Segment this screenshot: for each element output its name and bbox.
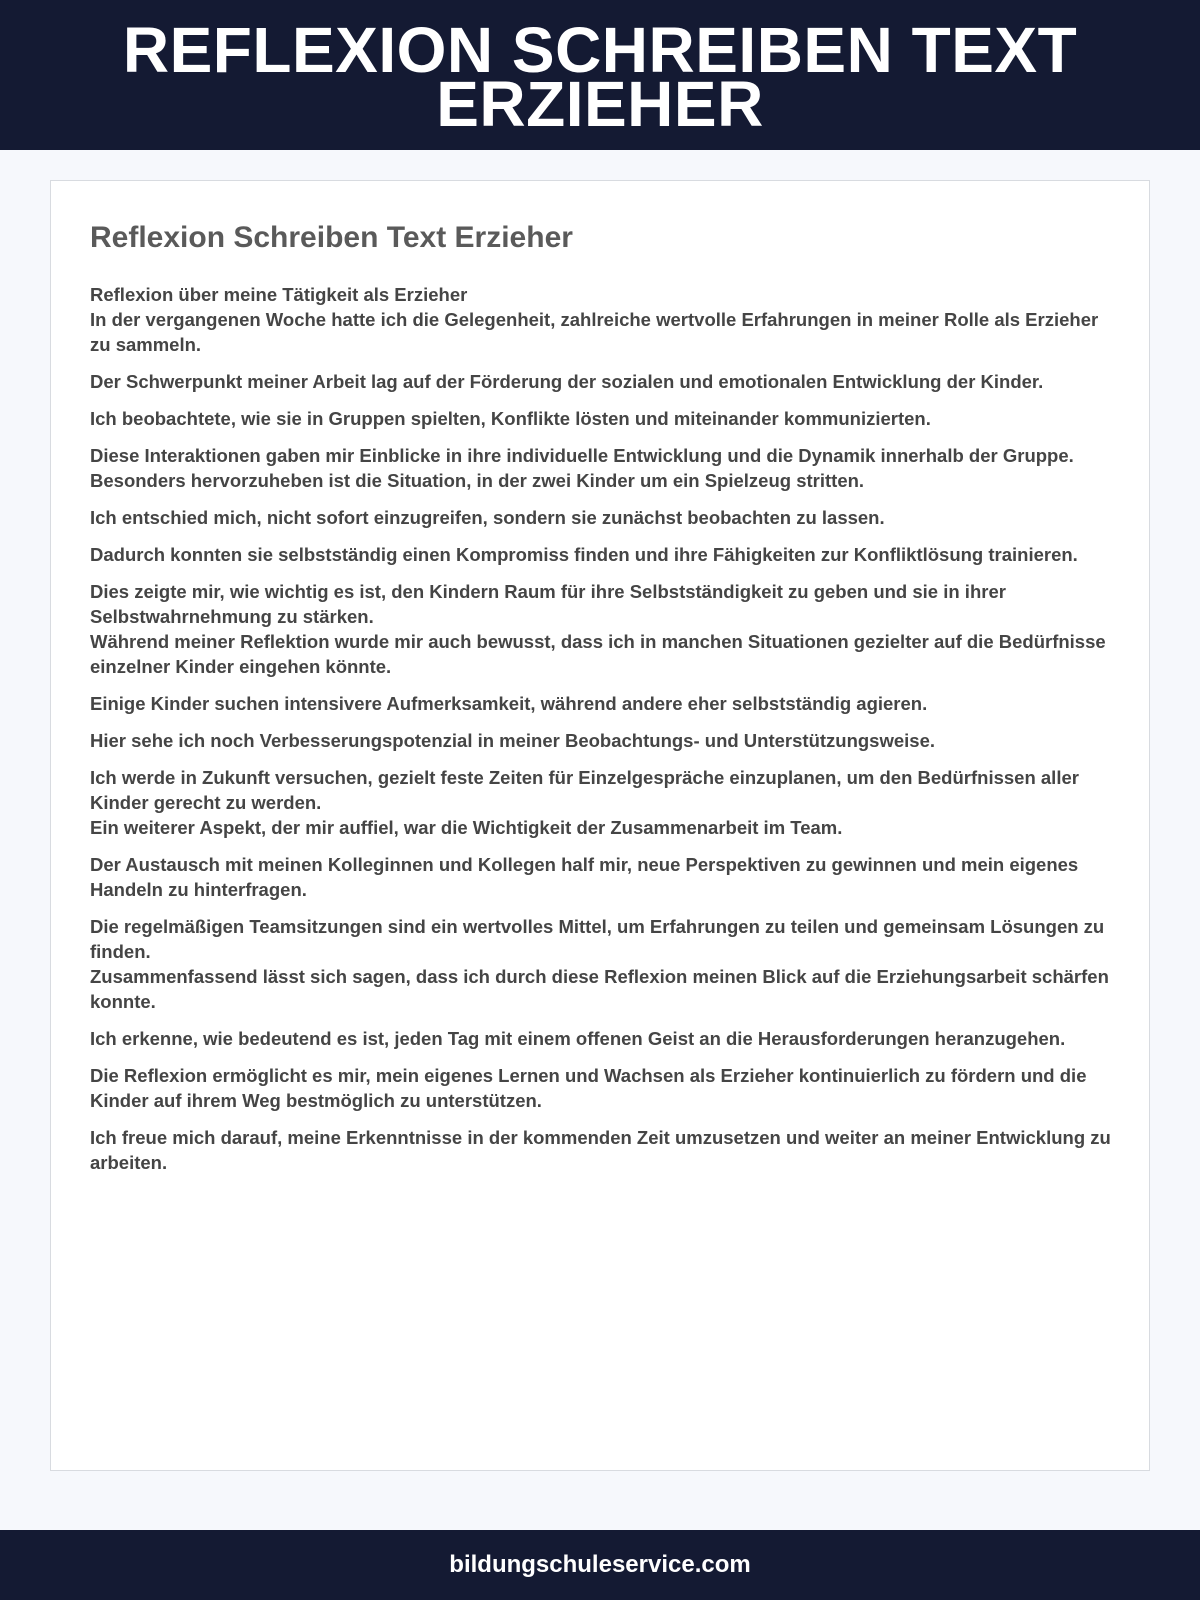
content-card <box>50 180 1150 1471</box>
article-heading: Reflexion Schreiben Text Erzieher <box>90 221 573 254</box>
article-paragraph: Dies zeigte mir, wie wichtig es ist, den Kindern Raum für ihre Selbstständigkeit zu geben und sie in ihrer Selbstwahrnehmung zu stärken. Während meiner Reflektion wurde mir auch bewusst, dass ich in manchen Situationen gezielter auf die Bedürfnisse einzelner Kinder eingehen könnte. <box>90 581 1106 677</box>
article-paragraph: Die Reflexion ermöglicht es mir, mein eigenes Lernen und Wachsen als Erzieher kontinuierlich zu fördern und die Kinder auf ihrem Weg bestmöglich zu unterstützen. <box>90 1065 1087 1111</box>
article-paragraph: Ich erkenne, wie bedeutend es ist, jeden Tag mit einem offenen Geist an die Herausforderungen heranzugehen. <box>90 1028 1066 1049</box>
banner-title: REFLEXION SCHREIBEN TEXT ERZIEHER <box>122 14 1078 140</box>
footer-domain-link[interactable]: bildungschuleservice.com <box>449 1551 751 1578</box>
article-paragraph: Reflexion über meine Tätigkeit als Erzieher In der vergangenen Woche hatte ich die Gelegenheit, zahlreiche wertvolle Erfahrungen in meiner Rolle als Erzieher zu sammeln. <box>90 284 1099 355</box>
article-body <box>90 282 1111 1175</box>
article-paragraph: Ich entschied mich, nicht sofort einzugreifen, sondern sie zunächst beobachten zu lassen. <box>90 507 885 528</box>
article-paragraph: Der Schwerpunkt meiner Arbeit lag auf der Förderung der sozialen und emotionalen Entwicklung der Kinder. <box>90 371 1044 392</box>
footer-bar <box>0 1530 1200 1600</box>
article-paragraph: Die regelmäßigen Teamsitzungen sind ein wertvolles Mittel, um Erfahrungen zu teilen und gemeinsam Lösungen zu finden. Zusammenfassend lässt sich sagen, dass ich durch diese Reflexion meinen Blick auf die Erziehungsarbeit schärfen konnte. <box>90 916 1109 1012</box>
article-paragraph: Ich beobachtete, wie sie in Gruppen spielten, Konflikte lösten und miteinander kommunizierten. <box>90 408 931 429</box>
article-paragraph: Der Austausch mit meinen Kolleginnen und Kollegen half mir, neue Perspektiven zu gewinnen und mein eigenes Handeln zu hinterfragen. <box>90 854 1079 900</box>
article-paragraph: Einige Kinder suchen intensivere Aufmerksamkeit, während andere eher selbstständig agieren. <box>90 693 928 714</box>
article-paragraph: Ich freue mich darauf, meine Erkenntnisse in der kommenden Zeit umzusetzen und weiter an meiner Entwicklung zu arbeiten. <box>90 1127 1111 1173</box>
top-banner <box>0 0 1200 150</box>
article-paragraph: Dadurch konnten sie selbstständig einen Kompromiss finden und ihre Fähigkeiten zur Konfliktlösung trainieren. <box>90 544 1078 565</box>
article-paragraph: Hier sehe ich noch Verbesserungspotenzial in meiner Beobachtungs- und Unterstützungsweise. <box>90 730 936 751</box>
article-paragraph: Ich werde in Zukunft versuchen, gezielt feste Zeiten für Einzelgespräche einzuplanen, um den Bedürfnissen aller Kinder gerecht zu werden. Ein weiterer Aspekt, der mir auffiel, war die Wichtigkeit der Zusammenarbeit im Team. <box>90 767 1079 838</box>
article-paragraph: Diese Interaktionen gaben mir Einblicke in ihre individuelle Entwicklung und die Dynamik innerhalb der Gruppe. Besonders hervorzuheben ist die Situation, in der zwei Kinder um ein Spielzeug stritten. <box>90 445 1074 491</box>
